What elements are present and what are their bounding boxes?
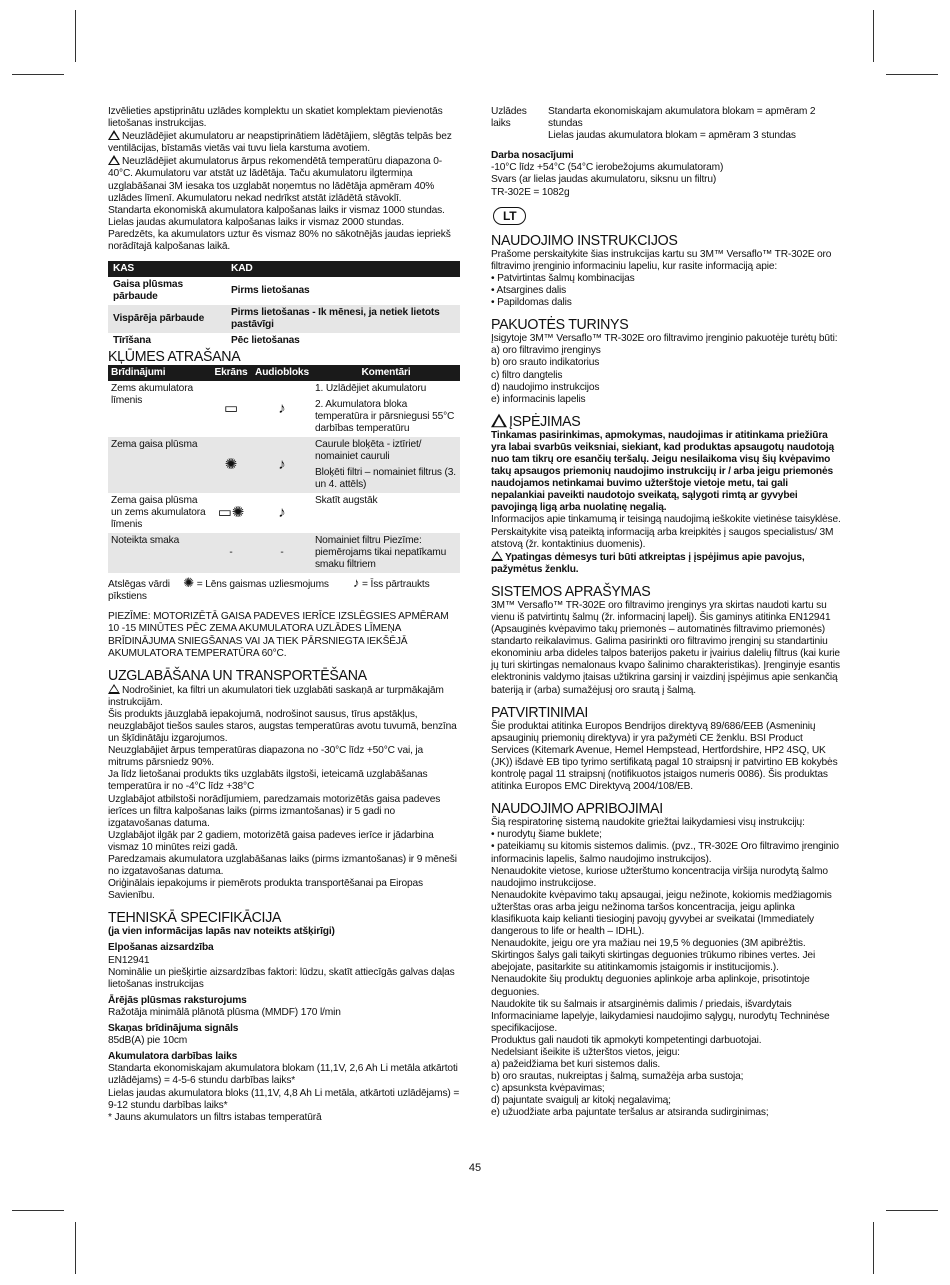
table-row: Zems akumulatora līmenis ▭ ♪ 1. Uzlādējiet akumulatoru 2. Akumulatora bloka temperatūra ir pārsniegusi 55°C darbības temperatūru: [111, 383, 455, 435]
table-header: Ekrāns: [210, 365, 252, 381]
warning-icon: [491, 551, 503, 561]
intro-text: Lielas jaudas akumulatora kalpošanas laiks ir vismaz 2000 stundas.: [108, 216, 404, 228]
note-icon: ♪: [278, 456, 286, 474]
table-row: Vispārēja pārbaude Pirms lietošanas - Ik mēnesi, ja netiek lietots pastāvīgi: [108, 305, 460, 333]
left-column: Izvēlieties apstiprinātu uzlādes komplektu un skatiet komplektam pievienotās lietošanas instrukcijas. Neuzlādējiet akumulatoru ar neapstiprinātiem lādētājiem, slēgtās telpās bez ventilācijas, bīstamās vietās vai tuvu liela karstuma avotiem. Neuzlādējiet akumulatorus ārpus rekomendētā temperatūru diapazona 0-40°C. Akumulatoru var atstāt uz lādētāja. Taču akumulatoru ilgtermiņa uzglabāšanai 3M iesaka tos uzglabāt noņemtus no lādētāja apmēram 40% uzlādes līmenī. Akumulatoru nekad nedrīkst atstāt izlādētā stāvoklī. Standarta ekonomiskā akumulatora kalpošanas laiks ir vismaz 1000 stundas. Lielas jaudas akumulatora kalpošanas laiks ir vismaz 2000 stundas. Paredzēts, ka akumulators uztur ēs vismaz 80% no sākotnējās jaudas iepriekš norādītajā kalpošanas laikā. KAS KAD Gaisa plūsmas pārbaude Pirms lietošanas Vispārēja pārbaude Pirms lietošanas - Ik mēnesi, ja netiek lietots pastāvīgi Tīrīšana Pēc lietošanas KĻŪMES ATRAŠANA Brīdinājumi Ekrāns Audiobloks Komentāri Zems akumulatora līmenis ▭ ♪ 1. Uzlādējiet akumulatoru 2. Akumulatora bloka temperatūra ir pārsniegusi 55°C darbības temperatūru Zema gaisa plūsma ✺ ♪ Caurule bloķēta - iztīriet/ nomainiet cauruli Bloķēti filtri – nomainiet filtrus (3. un 4. attēls) Zema gaisa plūsma un zems akumulatora līmenis ▭✺ ♪ Skatīt augstāk Noteikta smaka - - Nomainiet filtru Piezīme: piemērojams tikai nepatīkamu smaku filtriem Atslēgas vārdi ✺ = Lēns gaismas uzliesmojums ♪ = Īss pārtraukts pīkstiens PIEZĪME: MOTORIZĒTĀ GAISA PADEVES IERĪCE IZSLĒGSIES APMĒRAM 10 -15 MINŪTES PĒC ZEMA AKUMULATORA UZLĀDES LĪMEŅA BRĪDINĀJUMA SNIEGŠANAS VAI JA TIEK PĀRSNIEGTA IEKŠĒJĀ AKUMULATORA TEMPERATŪRA 60°C. UZGLABĀŠANA UN TRANSPORTĒŠANA Nodrošiniet, ka filtri un akumulatori tiek uzglabāti saskaņā ar turpmākajām instrukcijām. Šis produkts jāuzglabā iepakojumā, nodrošinot sausus, tīrus apstākļus, neuzglabājot tiešos saules staros, augstas temperatūras avotu tuvumā, benzīna un šķīdinātāju izgarojumos. Neuzglabājiet ārpus temperatūras diapazona no -30°C līdz +50°C vai, ja mitrums pārsniedz 90%. Ja līdz lietošanai produkts tiks uzglabāts ilgstoši, ieteicamā uzglabāšanas temperatūra ir no -4°C līdz +38°C Uzglabājot atbilstoši norādījumiem, paredzamais motorizētās gaisa padeves ierīces un filtra kalpošanas laiks (pirms izmantošanas) ir 5 gadi no izgatavošanas datuma. Uzglabājot ilgāk par 2 gadiem, motorizētā gaisa padeves ierīce ir jādarbina vismaz 10 minūtes reizi gadā. Paredzamais akumulatora uzglabāšanas laiks (pirms izmantošanas) ir 9 mēneši no izgatavošanas datuma. Oriģinālais iepakojums ir piemērots produkta transportēšanai pa Eiropas Savienību. TEHNISKĀ SPECIFIKĀCIJA (ja vien informācijas lapās nav noteikts atšķirīgi) Elpošanas aizsardzība EN12941 Nominālie un piešķirtie aizsardzības faktori: lūdzu, skatīt attiecīgās galvas daļas lietošanas instrukcijas Ārējās plūsmas raksturojums Ražotāja minimālā plānotā plūsma (MMDF) 170 l/min Skaņas brīdinājuma signāls 85dB(A) pie 10cm Akumulatora darbības laiks Standarta ekonomiskajam akumulatora blokam (11,1V, 2,6 Ah Li metāla atkārtoti uzlādējams) = 4-5-6 stundu darbības laiks* Lielas jaudas akumulatora bloks (11,1V, 4,8 Ah Li metāla, atkārtoti uzlādējams) = 9-12 stundu darbības laiks* * Jauns akumulators un filtrs istabas temperatūrā: [108, 106, 460, 1123]
section-title: NAUDOJIMO APRIBOJIMAI: [491, 800, 663, 818]
page-number: 45: [468, 1162, 482, 1174]
sun-icon: ✺: [183, 575, 195, 591]
table-header: Audiobloks: [252, 365, 312, 381]
warning-icon: [108, 155, 120, 165]
section-title: SISTEMOS APRAŠYMAS: [491, 583, 651, 601]
table-row: Zema gaisa plūsma un zems akumulatora līmenis ▭✺ ♪ Skatīt augstāk: [111, 495, 378, 531]
battery-icon: ▭: [223, 400, 239, 418]
section-title: ĮSPĖJIMAS: [491, 413, 843, 430]
intro-warning: Neuzlādējiet akumulatorus ārpus rekomendētā temperatūru diapazona 0-40°C. Akumulatoru var atstāt uz lādētāja. Taču akumulatoru ilgtermiņa uzglabāšanai 3M iesaka tos uzglabāt noņemtus no lādētāja apmēram 40% uzlādes līmenī. Akumulatoru nekad nedrīkst atstāt izlādētā stāvoklī.: [108, 156, 442, 204]
right-column: Uzlādes laiks Standarta ekonomiskajam akumulatora blokam = apmēram 2 stundas Lielas jaudas akumulatora blokam = apmēram 3 stundas Darba nosacījumi -10°C līdz +54°C (54°C ierobežojums akumulatoram) Svars (ar lielas jaudas akumulatoru, siksnu un filtru) TR-302E = 1082g LT NAUDOJIMO INSTRUKCIJOS Prašome perskaitykite šias instrukcijas kartu su 3M™ Versaflo™ TR-302E oro filtravimo įrenginio informaciniu lapeliu, kur rasite informaciją apie: • Patvirtintas šalmų kombinacijas • Atsargines dalis • Papildomas dalis PAKUOTĖS TURINYS Įsigytoje 3M™ Versaflo™ TR-302E oro filtravimo įrenginio pakuotėje turėtų būti: a) oro filtravimo įrenginys b) oro srauto indikatorius c) filtro dangtelis d) naudojimo instrukcijos e) informacinis lapelis ĮSPĖJIMAS Tinkamas pasirinkimas, apmokymas, naudojimas ir atitinkama priežiūra yra labai svarbūs veiksniai, siekiant, kad produktas apsaugotų naudotoją nuo tam tikrų ore esančių teršalų. Jeigu nesilaikoma visų šių kvėpavimo takų apsaugos priemonių naudojimo instrukcijų ir / arba jeigu priemonės naudojamos netinkamai buvimo užterštoje vietoje metu, tai gali nepalankiai paveikti naudotojo sveikatą, sąlygoti rimtą ar gyvybei pavojingą ligą arba nuolatinę negalią. Informacijos apie tinkamumą ir teisingą naudojimą ieškokite vietinėse taisyklėse. Perskaitykite visą pateiktą informaciją arba kreipkitės į saugos specialistus/ 3M atstovą (žr. kontaktinius duomenis). Ypatingas dėmesys turi būti atkreiptas į įspėjimus apie pavojus, pažymėtus ženklu. SISTEMOS APRAŠYMAS 3M™ Versaflo™ TR-302E oro filtravimo įrenginys yra skirtas naudoti kartu su vienu iš patvirtintų šalmų (žr. informacinį lapelį). Šis gaminys atitinka EN12941 (Apsauginės kvėpavimo takų priemonės – automatinės filtravimo priemonės) standarto reikalavimus. Galima pasirinkti oro filtravimo įrenginį su standartiniu ekonominiu arba dideles talpos baterijos paketu ir įvairius dalelių filtrus (kai kurie jų turi skirtingas nemalonaus kvapo šalinimo charakteristikas). Įrenginyje esantis elektroninis valdymo įtaisas užtikrina garsinį ir vaizdinį įspėjimus apie senkančią bateriją ir (arba) sumažėjusį oro srautą į šalmą. PATVIRTINIMAI Šie produktai atitinka Europos Bendrijos direktyvą 89/686/EEB (Asmeninių apsauginių priemonių direktyva) ir yra pažymėti CE ženklu. BSI Product Services (Kitemark Avenue, Hemel Hempstead, Hertfordshire, HP2 4SQ, UK (JK)) išdavė EB tipo tyrimo sertifikatą pagal 10 straipsnį ir patvirtino EB kokybės kontrolę pagal 11 straipsnį (notifikuotos įstaigos numeris 0086). Šis produktas atitinka Europos EMC Direktyvą 2004/108/EB. NAUDOJIMO APRIBOJIMAI Šią respiratorinę sistemą naudokite griežtai laikydamiesi visų instrukcijų: • nurodytų šiame buklete; • pateikiamų su kitomis sistemos dalimis. (pvz., TR-302E Oro filtravimo įrenginio informacinis lapelis, šalmo naudojimo instrukcijos). Nenaudokite vietose, kuriose užterštumo koncentracija viršija nurodytą šalmo naudojimo instrukcijose. Nenaudokite kvėpavimo takų apsaugai, jeigu nežinote, kokiomis medžiagomis užterštas oras arba jeigu nežinoma taršos koncentracija, jeigu aplinka klasifikuota kaip kelianti tiesioginį pavojų gyvybei ar sveikatai (Immediately dangerous to life or health – IDHL). Nenaudokite, jeigu ore yra mažiau nei 19,5 % deguonies (3M apibrėžtis. Skirtingos šalys gali taikyti skirtingas deguonies trūkumo ribines vertes. Jei abejojate, pasitarkite su atitinkamomis įstaigomis ir institucijomis.). Nenaudokite šių produktų deguonies aplinkoje arba aplinkoje, prisotintoje deguonies. Naudokite tik su šalmais ir atsarginėmis dalimis / priedais, išvardytais Informaciniame lapelyje, laikydamiesi naudojimo sąlygų, nurodytų Techninėse specifikacijose. Produktus gali naudoti tik apmokyti kompetentingi darbuotojai. Nedelsiant išeikite iš užterštos vietos, jeigu: a) pažeidžiama bet kuri sistemos dalis. b) oro srautas, nukreiptas į šalmą, sumažėja arba sustoja; c) apsunksta kvėpavimas; d) pajuntate svaigulį ar kitokį negalavimą; e) užuodžiate arba pajuntate teršalus ar atsiranda sudirginimas;: [491, 106, 843, 1120]
warning-icon: [491, 413, 507, 427]
table-header: Brīdinājumi: [108, 365, 210, 381]
intro-text: Standarta ekonomiskā akumulatora kalpošanas laiks ir vismaz 1000 stundas.: [108, 204, 445, 216]
language-badge: LT: [493, 207, 526, 225]
crop-mark: [886, 1210, 938, 1211]
section-title: TEHNISKĀ SPECIFIKĀCIJA: [108, 909, 282, 927]
intro-text: Paredzēts, ka akumulators uztur ēs vismaz 80% no sākotnējās jaudas iepriekš norādītajā kalpošanas laikā.: [108, 228, 451, 253]
table-header: Komentāri: [312, 365, 460, 381]
maintenance-table: [108, 261, 460, 349]
sun-icon: ✺: [224, 456, 238, 474]
warning-icon: [108, 130, 120, 140]
table-row: Zema gaisa plūsma ✺ ♪ Caurule bloķēta - iztīriet/ nomainiet cauruli Bloķēti filtri – nomainiet filtrus (3. un 4. attēls): [108, 437, 460, 493]
note-text: PIEZĪME: MOTORIZĒTĀ GAISA PADEVES IERĪCE IZSLĒGSIES APMĒRAM 10 -15 MINŪTES PĒC ZEMA AKUMULATORA UZLĀDES LĪMEŅA BRĪDINĀJUMA SNIEGŠANAS VAI JA TIEK PĀRSNIEGTA IEKŠĒJĀ AKUMULATORA TEMPERATŪRA 60°C.: [108, 611, 449, 659]
section-subtitle: (ja vien informācijas lapās nav noteikts atšķirīgi): [108, 926, 335, 938]
section-title: NAUDOJIMO INSTRUKCIJOS: [491, 232, 678, 250]
table-row: Tīrīšana Pēc lietošanas: [108, 333, 460, 349]
crop-mark: [12, 74, 64, 75]
note-icon: ♪: [278, 504, 286, 522]
legend: Atslēgas vārdi ✺ = Lēns gaismas uzliesmojums ♪ = Īss pārtraukts pīkstiens: [108, 575, 430, 603]
battery-sun-icon: ▭✺: [217, 504, 245, 522]
crop-mark: [873, 10, 874, 62]
table-header: KAD: [226, 261, 460, 277]
note-icon: ♪: [352, 575, 360, 591]
crop-mark: [75, 1222, 76, 1274]
intro-warning: Neuzlādējiet akumulatoru ar neapstiprinātiem lādētājiem, slēgtās telpās bez ventilācijas, bīstamās vietās vai tuvu liela karstuma avotiem.: [108, 131, 452, 155]
section-title: UZGLABĀŠANA UN TRANSPORTĒŠANA: [108, 667, 367, 685]
charge-time: Uzlādes laiks Standarta ekonomiskajam akumulatora blokam = apmēram 2 stundas Lielas jaudas akumulatora blokam = apmēram 3 stundas: [491, 106, 816, 142]
section-title: PAKUOTĖS TURINYS: [491, 316, 629, 334]
crop-mark: [75, 10, 76, 62]
section-title: KĻŪMES ATRAŠANA: [108, 348, 241, 366]
troubleshooting-table: [108, 365, 460, 573]
note-icon: ♪: [278, 400, 286, 418]
section-title: PATVIRTINIMAI: [491, 704, 588, 722]
intro-text: Izvēlieties apstiprinātu uzlādes komplektu un skatiet komplektam pievienotās lietošanas instrukcijas.: [108, 106, 443, 130]
table-row: Gaisa plūsmas pārbaude Pirms lietošanas: [108, 277, 460, 305]
crop-mark: [12, 1210, 64, 1211]
table-header: KAS: [108, 261, 226, 277]
crop-mark: [873, 1222, 874, 1274]
warning-icon: [108, 684, 120, 694]
table-row: Noteikta smaka - - Nomainiet filtru Piezīme: piemērojams tikai nepatīkamu smaku filtriem: [108, 533, 460, 573]
crop-mark: [886, 74, 938, 75]
